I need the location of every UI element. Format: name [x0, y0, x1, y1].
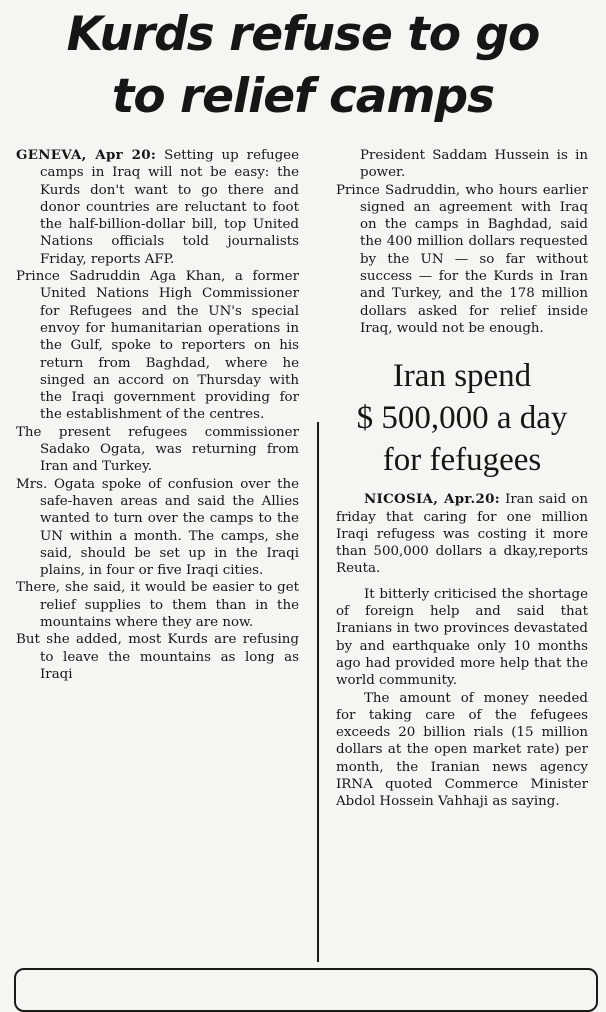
main-headline-line-1: Kurds refuse to go	[66, 7, 540, 62]
column-divider	[317, 422, 319, 962]
dateline-nicosia: NICOSIA, Apr.20:	[364, 491, 500, 508]
story-paragraph: Prince Sadruddin Aga Khan, a former United Nations High Commissioner for Refugees and the UN's special envoy for humanitarian operations in the Gulf, spoke to reporters on his return from Baghdad, where he singed an accord on Thursday with the Iraqi government providing for the establishment of the centres.	[16, 269, 299, 423]
main-headline-line-2: to relief camps	[111, 69, 495, 124]
secondary-headline	[336, 355, 588, 481]
story-paragraph: There, she said, it would be easier to get relief supplies to them than in the mountains where they are now.	[16, 580, 299, 631]
secondary-headline-line-2: $ 500,000 a day	[356, 400, 568, 437]
story-text: Iran said on friday that caring for one million Iraqi refugess was costing it more than 500,000 dollars a dkay,reports Reuta.	[336, 492, 588, 577]
story-paragraph: But she added, most Kurds are refusing to leave the mountains as long as Iraqi	[16, 632, 299, 682]
story-paragraph: The amount of money needed for taking care of the fefugees exceeds 20 billion rials (15 million dollars at the open market rate) per month, the Iranian news agency IRNA quoted Commerce Minister Abdol Hossein Vahhaji as saying.	[336, 690, 588, 810]
story-paragraph: Mrs. Ogata spoke of confusion over the safe-haven areas and said the Allies wanted to turn over the camps to the UN within a month. The camps, she said, should be set up in the Iraqi plains, in four or five Iraqi cities.	[16, 476, 299, 579]
bottom-border-box	[14, 968, 598, 1012]
story-paragraph	[336, 491, 588, 577]
secondary-headline-line-3: for fefugees	[382, 442, 542, 479]
main-headline	[0, 4, 606, 128]
story-text: Setting up refugee camps in Iraq will not be easy: the Kurds don't want to go there and donor countries are reluctant to foot the half-billion-dollar bill, top United Nations officials told journalists Friday, reports AFP.	[40, 148, 300, 267]
story-paragraph: The present refugees commissioner Sadako Ogata, was returning from Iran and Turkey.	[16, 424, 299, 475]
story-paragraph: Prince Sadruddin, who hours earlier signed an agreement with Iraq on the camps in Baghdad, said the 400 million dollars requested by the UN — so far without success — for the Kurds in Iran and Turkey, and the 178 million dollars asked for relief inside Iraq, would not be enough.	[336, 182, 588, 336]
story-paragraph	[16, 147, 299, 268]
story-paragraph: It bitterly criticised the shortage of foreign help and said that Iranians in two provinces devastated by and earthquake only 10 months ago had provided more help that the world community.	[336, 586, 588, 689]
story-paragraph-continued: President Saddam Hussein is in power.	[360, 148, 588, 181]
secondary-headline-line-1: Iran spend	[392, 358, 532, 395]
story-kurds-column-left	[16, 147, 299, 683]
right-column	[336, 147, 588, 811]
dateline-geneva: GENEVA, Apr 20:	[16, 147, 157, 163]
